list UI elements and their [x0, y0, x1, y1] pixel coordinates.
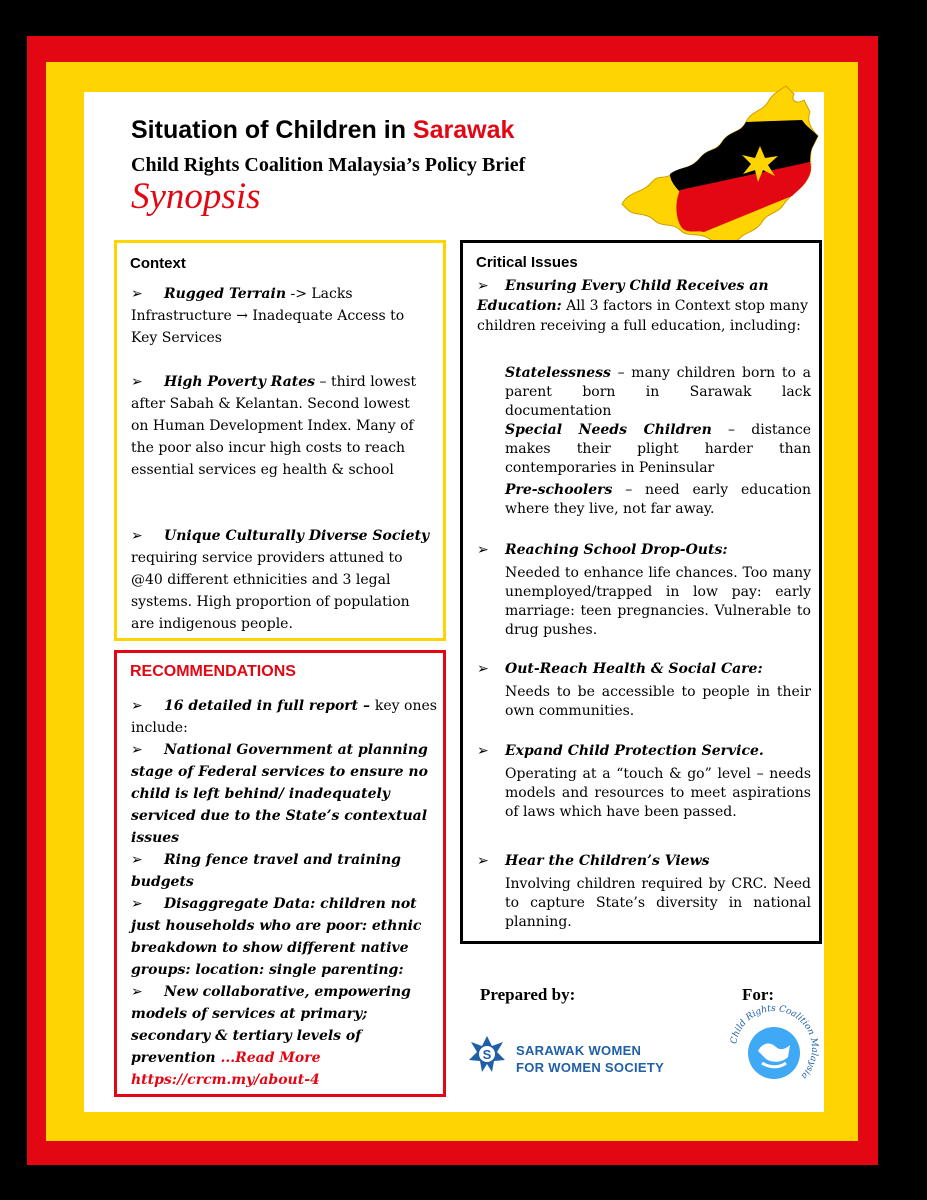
critical-issues-heading: Critical Issues	[476, 254, 578, 271]
for-label: For:	[742, 985, 775, 1004]
sarawak-women-logo-icon	[467, 1034, 507, 1074]
sarawak-women-org-name: SARAWAK WOMEN FOR WOMEN SOCIETY	[516, 1043, 665, 1075]
issue-sub-item: Statelessness – many children born to a parent born in Sarawak lack documentation	[505, 365, 811, 419]
svg-text:S: S	[482, 1047, 492, 1062]
sarawak-flag-map-icon	[612, 82, 822, 252]
list-item: ➢ Disaggregate Data: children not just households who are poor: ethnic breakdown to show different native groups: location: single parenting:	[131, 896, 422, 978]
context-box	[114, 240, 446, 641]
svg-text:Child Rights Coalition Malaysi: Child Rights Coalition Malaysia	[729, 1003, 820, 1081]
recommendations-heading: RECOMMENDATIONS	[130, 663, 296, 680]
list-item: ➢ National Government at planning stage of Federal services to ensure no child is left behind/ inadequately serviced due to the State’s contextual issues	[131, 742, 428, 846]
report-url-link[interactable]: https://crcm.my/about-4	[131, 1072, 320, 1088]
issue-text: Needed to enhance life chances. Too many unemployed/trapped in low pay: early marriage: teen pregnancies. Vulnerable to drug pushes.	[505, 565, 811, 638]
list-item: ➢ Ring fence travel and training budgets	[131, 852, 401, 890]
context-item: ➢ Unique Culturally Diverse Society requiring service providers attuned to @40 different ethnicities and 3 legal systems. High proportion of population are indigenous people.	[131, 528, 430, 632]
crcm-logo-icon	[728, 1003, 820, 1095]
issue-text: Needs to be accessible to people in their own communities.	[505, 684, 811, 719]
prepared-by-label: Prepared by:	[480, 985, 576, 1004]
context-heading: Context	[130, 255, 186, 272]
issue-item: ➢ Out-Reach Health & Social Care: Needs to be accessible to people in their own communities.	[477, 661, 811, 719]
recommendations-list	[131, 695, 443, 1091]
critical-issues-box	[460, 240, 822, 944]
issue-sub-item: Special Needs Children – distance makes their plight harder than contemporaries in Peninsular	[505, 422, 812, 476]
page-title: Situation of Children in Sarawak	[131, 116, 515, 144]
issue-item: ➢ Expand Child Protection Service. Operating at a “touch & go” level – needs models and resources to meet aspirations of laws which have been passed.	[477, 743, 811, 820]
issue-item: ➢ Hear the Children’s Views Involving children required by CRC. Need to capture State’s diversity in national planning.	[477, 853, 811, 930]
issue-item: ➢ Reaching School Drop-Outs: Needed to enhance life chances. Too many unemployed/trapped in low pay: early marriage: teen pregnancies. Vulnerable to drug pushes.	[477, 542, 811, 638]
list-item: ➢ New collaborative, empowering models of services at primary; secondary & tertiary levels of prevention ...Read More https://crcm.my/about-4	[131, 984, 411, 1088]
issue-text: Operating at a “touch & go” level – needs models and resources to meet aspirations of laws which have been passed.	[505, 766, 811, 820]
issue-sub-item: Pre-schoolers – need early education where they live, not far away.	[505, 482, 811, 517]
issue-text: Involving children required by CRC. Need to capture State’s diversity in national planning.	[505, 876, 811, 930]
recommendations-box	[114, 650, 446, 1097]
context-item: ➢ High Poverty Rates – third lowest after Sabah & Kelantan. Second lowest on Human Development Index. Many of the poor also incur high costs to reach essential services eg health & school	[131, 374, 417, 478]
context-item: ➢ Rugged Terrain -> Lacks Infrastructure → Inadequate Access to Key Services	[131, 286, 405, 346]
synopsis-heading: Synopsis	[131, 176, 261, 217]
list-item: ➢ 16 detailed in full report – key ones include:	[131, 698, 437, 736]
page-subtitle: Child Rights Coalition Malaysia’s Policy Brief	[131, 154, 526, 176]
read-more-link[interactable]: ...Read More	[220, 1050, 321, 1066]
issue-item-education: ➢ Ensuring Every Child Receives an Education: All 3 factors in Context stop many children receiving a full education, including:	[477, 278, 808, 334]
